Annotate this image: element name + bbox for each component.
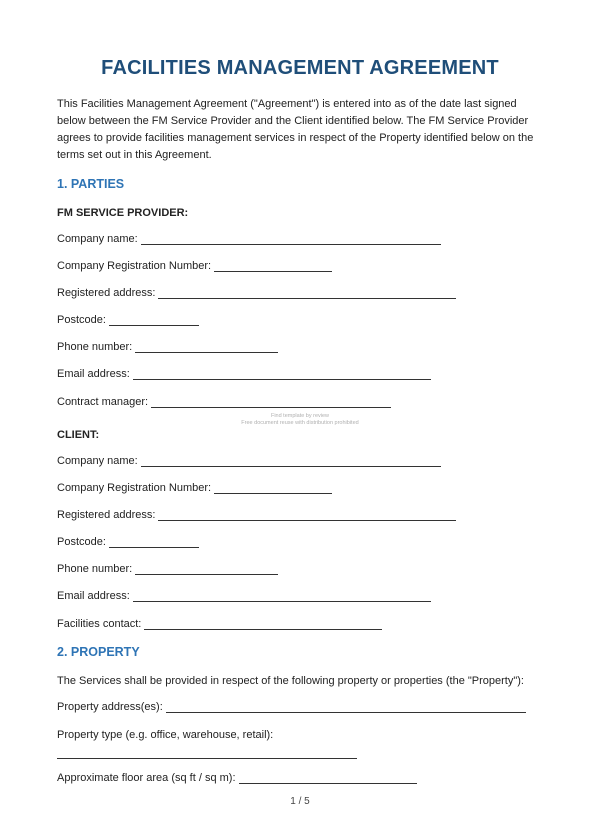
field-label: Company name: (57, 233, 138, 245)
fill-line[interactable] (109, 314, 199, 326)
watermark-line: Find template by review (270, 413, 330, 419)
fill-line[interactable] (133, 590, 431, 602)
fill-line[interactable] (166, 701, 526, 713)
fill-line[interactable] (133, 368, 431, 380)
property-type-label: Property type (e.g. office, warehouse, retail): (57, 729, 274, 741)
provider-phone-field[interactable] (57, 341, 278, 353)
field-label: Approximate floor area (sq ft / sq m): (57, 772, 236, 784)
property-type-fill-line[interactable] (57, 758, 357, 759)
provider-postcode-field[interactable] (57, 314, 199, 326)
fill-line[interactable] (141, 455, 441, 467)
provider-company-name-field[interactable] (57, 233, 441, 245)
provider-address-field[interactable] (57, 287, 456, 299)
section-heading-parties: 1. PARTIES (57, 177, 125, 191)
field-label: Company Registration Number: (57, 482, 212, 494)
fill-line[interactable] (135, 341, 278, 353)
field-label: Company name: (57, 455, 138, 467)
client-facilities-contact-field[interactable] (57, 618, 382, 630)
field-label: Registered address: (57, 509, 156, 521)
field-label: Phone number: (57, 563, 133, 575)
field-label: Property address(es): (57, 701, 163, 713)
field-label: Postcode: (57, 314, 106, 326)
watermark (230, 413, 370, 427)
property-description: The Services shall be provided in respect of the following property or properties (the "Property"): (57, 675, 524, 687)
fill-line[interactable] (239, 772, 417, 784)
property-address-field[interactable] (57, 701, 526, 713)
client-postcode-field[interactable] (57, 536, 199, 548)
fill-line[interactable] (141, 233, 441, 245)
field-label: Facilities contact: (57, 618, 142, 630)
provider-email-field[interactable] (57, 368, 431, 380)
client-heading: CLIENT: (57, 429, 100, 441)
fill-line[interactable] (158, 287, 456, 299)
intro-paragraph: This Facilities Management Agreement ("Agreement") is entered into as of the date last signed below between the FM Service Provider and the Client identified below. The FM Service Provider agrees to provide facilities management services in respect of the Property identified below on the terms set out in this Agreement. (57, 98, 534, 161)
client-email-field[interactable] (57, 590, 431, 602)
document-title: FACILITIES MANAGEMENT AGREEMENT (101, 57, 499, 79)
fill-line[interactable] (158, 509, 456, 521)
provider-registration-field[interactable] (57, 260, 332, 272)
fill-line[interactable] (214, 260, 332, 272)
client-registration-field[interactable] (57, 482, 332, 494)
fill-line[interactable] (214, 482, 332, 494)
provider-heading: FM SERVICE PROVIDER: (57, 207, 189, 219)
client-company-name-field[interactable] (57, 455, 441, 467)
fill-line[interactable] (144, 618, 382, 630)
section-heading-property: 2. PROPERTY (57, 645, 140, 659)
page-number: 1 / 5 (290, 796, 310, 807)
floor-area-field[interactable] (57, 772, 417, 784)
fill-line[interactable] (109, 536, 199, 548)
fill-line[interactable] (135, 563, 278, 575)
field-label: Email address: (57, 590, 130, 602)
client-phone-field[interactable] (57, 563, 278, 575)
client-address-field[interactable] (57, 509, 456, 521)
provider-contract-manager-field[interactable] (57, 396, 391, 408)
field-label: Contract manager: (57, 396, 149, 408)
fill-line[interactable] (151, 396, 391, 408)
watermark-line: Free document reuse with distribution prohibited (241, 420, 359, 426)
field-label: Postcode: (57, 536, 106, 548)
field-label: Phone number: (57, 341, 133, 353)
field-label: Email address: (57, 368, 130, 380)
field-label: Registered address: (57, 287, 156, 299)
field-label: Company Registration Number: (57, 260, 212, 272)
